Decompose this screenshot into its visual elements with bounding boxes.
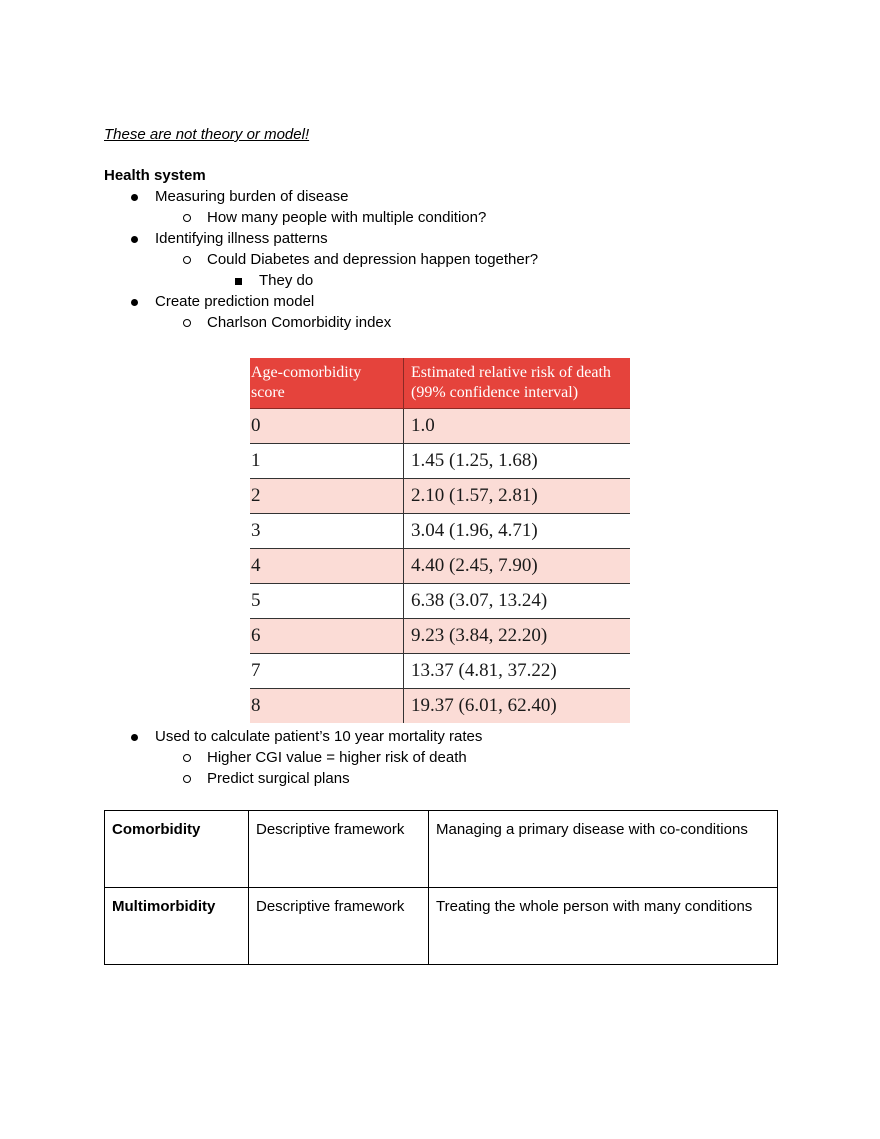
definitions-row: [105, 888, 778, 965]
risk-table-row: [250, 444, 630, 479]
outline-item: [207, 749, 467, 767]
risk-cell: 1.0: [404, 409, 631, 444]
bullet-circle-icon: [183, 256, 191, 264]
framework-cell: Descriptive framework: [249, 811, 429, 888]
risk-table-header-risk: [404, 358, 631, 409]
outline-item: [259, 272, 313, 290]
score-cell: 4: [250, 549, 404, 584]
risk-cell: 19.37 (6.01, 62.40): [404, 689, 631, 724]
bullet-circle-icon: [183, 754, 191, 762]
score-cell: 8: [250, 689, 404, 724]
bullet-circle-icon: [183, 319, 191, 327]
outline-item: [207, 770, 350, 788]
outline-item: [207, 251, 538, 269]
bullet-square-icon: [235, 278, 242, 285]
bullet-circle-icon: [183, 214, 191, 222]
risk-table-row: [250, 584, 630, 619]
risk-table-row: [250, 479, 630, 514]
score-cell: 3: [250, 514, 404, 549]
description-cell: Managing a primary disease with co-conditions: [429, 811, 778, 888]
section-heading: Health system: [104, 167, 206, 184]
risk-table-row: [250, 654, 630, 689]
framework-cell: Descriptive framework: [249, 888, 429, 965]
risk-table-header-score: [250, 358, 404, 409]
header-line: Age-comorbidity: [251, 364, 362, 381]
risk-table-row: [250, 514, 630, 549]
outline-item-text: Used to calculate patient’s 10 year mortality rates: [155, 728, 483, 745]
outline-item-text: Create prediction model: [155, 293, 315, 310]
risk-cell: 4.40 (2.45, 7.90): [404, 549, 631, 584]
risk-cell: 9.23 (3.84, 22.20): [404, 619, 631, 654]
outline-item: [207, 314, 391, 332]
charlson-risk-table: [250, 358, 630, 723]
risk-cell: 1.45 (1.25, 1.68): [404, 444, 631, 479]
score-cell: 1: [250, 444, 404, 479]
risk-table-row: [250, 619, 630, 654]
outline-item-text: They do: [259, 272, 314, 289]
definitions-table: [104, 810, 778, 965]
outline-item: [155, 230, 328, 248]
header-line: Estimated relative risk of death: [411, 364, 611, 381]
risk-cell: 2.10 (1.57, 2.81): [404, 479, 631, 514]
outline-item-text: Measuring burden of disease: [155, 188, 349, 205]
outline-item-text: Identifying illness patterns: [155, 230, 328, 247]
outline-item: [155, 188, 348, 206]
outline-item: [207, 209, 486, 227]
outline-item-text: Higher CGI value = higher risk of death: [207, 749, 467, 766]
outline-item: [155, 293, 314, 311]
bullet-circle-icon: [183, 775, 191, 783]
risk-table-row: [250, 549, 630, 584]
risk-table-row: [250, 409, 630, 444]
intro-note: These are not theory or model!: [104, 126, 310, 143]
definitions-row: [105, 811, 778, 888]
score-cell: 7: [250, 654, 404, 689]
bullet-dot-icon: [131, 194, 138, 201]
score-cell: 0: [250, 409, 404, 444]
outline-item-text: Predict surgical plans: [207, 770, 350, 787]
bullet-dot-icon: [131, 236, 138, 243]
outline-item-text: Could Diabetes and depression happen together?: [207, 251, 539, 268]
bullet-dot-icon: [131, 299, 138, 306]
description-cell: Treating the whole person with many conditions: [429, 888, 778, 965]
score-cell: 2: [250, 479, 404, 514]
term-cell: Multimorbidity: [105, 888, 249, 965]
risk-cell: 6.38 (3.07, 13.24): [404, 584, 631, 619]
outline-item-text: How many people with multiple condition?: [207, 209, 487, 226]
bullet-dot-icon: [131, 734, 138, 741]
outline-item: [155, 728, 482, 746]
header-line: score: [251, 384, 285, 401]
risk-cell: 3.04 (1.96, 4.71): [404, 514, 631, 549]
risk-table-header-row: [250, 358, 630, 409]
header-line: (99% confidence interval): [411, 384, 579, 401]
outline-item-text: Charlson Comorbidity index: [207, 314, 392, 331]
term-cell: Comorbidity: [105, 811, 249, 888]
risk-table-row: [250, 689, 630, 724]
risk-cell: 13.37 (4.81, 37.22): [404, 654, 631, 689]
score-cell: 5: [250, 584, 404, 619]
score-cell: 6: [250, 619, 404, 654]
